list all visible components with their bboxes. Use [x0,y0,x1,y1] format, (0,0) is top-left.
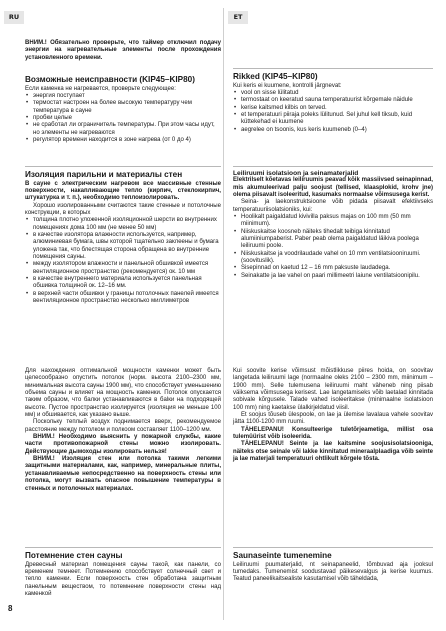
ru-fire-warning: ВНИМ.! Необходимо выяснить у пожарной службы, какие части противопожарной стены можно изолировать. Действующие дымоходы изолировать нельзя! [25,434,221,455]
ru-insulation-title: Изоляция парильни и материалы стен [25,170,183,179]
et-insulation-title: Leiliruumi isolatsioon ja seinamaterjalid [233,170,359,177]
ru-faults-section [25,75,221,144]
ru-faults-item: • энергия поступает [25,93,221,100]
ru-insulation-section [25,170,221,305]
ru-insulation-lead: В сауне с электрическим нагревом все массивные стенные поверхности, накапливающие тепло (кирпич, стеклокирпич, штукатурка и т. п.), необходимо теплоизолировать. [25,180,221,202]
ru-faults-title: Возможные неисправности (KIP45–KIP80) [25,75,195,84]
ru-insulation-item: • толщина плотно уложенной изоляционной шерсти во внутренних помещениях дома 100 мм (не менее 50 мм) [25,217,221,232]
et-ceiling-warning: TÄHELEPANU! Seinte ja lae kaitsmine soojusisolatsiooniga, näiteks otse seinale või lakke kinnitatud mineraalplaadiga võib seinte ja lae materjali temperatuuri ohtlikult kõrgele tõsta. [233,441,433,463]
et-darkening-section [233,551,433,584]
et-insulation-item: • Seinakatte ja lae vahel on paari millimeetri laiune ventilatsioonipilu. [233,273,433,280]
et-insulation-section [233,170,433,280]
ru-insulation-item: • в верхней части обшивки у границы потолочных панелей имеется вентиляционное пространство несколько миллиметров [25,291,221,306]
page-number: 8 [8,604,13,613]
et-faults-item: • kerise kaitsmed kilbis on terved. [233,105,433,112]
et-darkening-text: Leiliruumi puumaterjalid, nt seinapaneelid, tõmbuvad aja jooksul tumedaks. Tumenemist soodustavad päikesevalgus ja kerise kuumus. Teatud paneelikaitsealiste kasutamisel võib täheldada, [233,561,433,583]
et-darkening-title: Saunaseinte tumenemine [233,551,332,560]
ru-darkening-section [25,551,221,598]
et-insulation-item: • Sisepinnad on kaetud 12 – 16 mm paksuste laudadega. [233,265,433,272]
et-insulation-intro: Seina- ja laekonstruktsioone võib pidada piisavalt efektiivseks temperatuuriisolatsioniks, kui: [233,199,433,213]
language-tab-et: ET [228,11,248,24]
et-insulation-item: • Niiskuskaitse koosneb näiteks tihedalt teibiga kinnitatud alumiiniumpaberist. Paber peab olema paigaldatud läikiva poolega leiliruumi poole. [233,229,433,251]
et-insulation-ceiling-text: Kui soovite kerise võimsust mõistlikkuse piires hoida, on soovitav langetada leiliruumi lage (normaalne oleks 2100 – 2300 mm, miinimum – 1900 mm). Selle tulemusena leiliruumi maht väheneb ning piisab väiksema võimsusega kerisest. Lae langetamiseks võib laetalad kinnitada sobivale kõrgusele. Talade vahed isoleeritakse (minimaalne isolatsioon 100 mm) ning kaetakse ülalkirjeldatud viisil. [233,368,433,411]
ru-insulation-intro: Хорошо изолированными считаются такие стенные и потолочные конструкции, в которых [25,202,221,216]
ru-warning-timer: ВНИМ.! Обязательно проверьте, что таймер отключил подачу энергии на нагревательные элементы после прохождения установленного времени. [25,40,221,61]
et-section-rule [233,166,433,167]
ru-insulation-ceiling-text: Для нахождения оптимальной мощности каменки может быть целесообразно опустить потолок (норм. высота 2100–2300 мм, минимальная высота сауны 1900 мм), что способствует уменьшению объема сауны и влияет на мощность каменки. Потолок опускается таким образом, что балки устанавливаются в бalки на подходящей высоте. Пустое пространство изолируется (изоляция не меньше 100 мм) и обшивается, как указано выше. [25,368,221,419]
et-faults-intro: Kui keris ei kuumene, kontrolli järgnevat: [233,82,342,89]
et-faults-item: • et temperatuuri piiraja poleks lülitunud. Sel juhul kell tiksub, kuid küttekehad ei kuumene [233,112,433,127]
ru-section-rule [25,166,221,167]
et-section-rule [233,68,433,69]
ru-darkening-title: Потемнение стен сауны [25,551,123,560]
ru-ceiling-warning: ВНИМ.! Изоляция стен или потолка такими легкими защитными материалами, как, например, минеральные плиты, устанавливаемые непосредственно на поверхность стены или потолка, могут вызвать опасное повышение температуры в стенных и потолочных материалах. [25,456,221,492]
et-faults-item: • aegrelee on tsoonis, kus keris kuumeneb (0–4) [233,127,433,134]
ru-insulation-item: • в качестве внутреннего материала используется панельная обшивка толщиной ок. 12–16 мм. [25,276,221,291]
column-divider [223,8,224,620]
et-faults-title: Rikked (KIP45–KIP80) [233,72,318,81]
ru-faults-item: • термостат настроен на более высокую температуру чем температура в сауне [25,100,221,115]
ru-faults-intro: Если каменка не нагревается, проверьте следующее: [25,85,176,92]
et-section-rule [233,547,433,548]
ru-faults-item: • пробки целые [25,115,221,122]
ru-insulation-item: • в качестве изолятора влажности используется, например, алюминиевая бумага, швы которой тщательно заклеены и бумага уложена так, что блестящая сторона обращена во внутренние помещения сауны. [25,232,221,261]
et-faults-item: • vool on sisse lülitatud [233,90,433,97]
et-insulation-lead: Elektrilselt kõetavas leiliruumis peavad kõik massiivsed seinapinnad, mis akumuleerivad palju soojust (tellised, klaasplokid, krohv jne) olema piisavalt isoleeritud, kasumaks normaalse võimsusega kerist. [233,177,433,199]
ru-insulation-item: • между изолятором влажности и панельной обшивкой имеется вентиляционное пространство (рекомендуется) ок. 10 мм [25,261,221,276]
ru-faults-item: • регулятор времени находится в зоне нагрева (от 0 до 4) [25,137,221,144]
et-insulation-item: • Niiskuskaitse ja voodrilaudade vahel on 10 mm ventilatsiooniruumi. (soovituslik). [233,251,433,266]
ru-darkening-text: Древесный материал помещения сауны такой, как панели, со временем темнеет. Потемнению способствует солнечный свет и тепло каменки. Если поверхность стен обработана защитным панельным веществом, то потемнение поверхности стены над каменкой [25,561,221,597]
language-tab-ru: RU [4,11,24,24]
et-insulation-item: • Hoolikalt paigaldatud kivivilla paksus majas on 100 mm (50 mm miinimum). [233,214,433,229]
et-faults-item: • termostaat on keeratud sauna temperatuurist kõrgemale näidule [233,97,433,104]
ru-faults-item: • не сработал ли ограничитель температуры. При этом часы идут, но элементы не нагреваются [25,122,221,137]
ru-section-rule [25,547,221,548]
ru-insulation-distance-text: Поскольку теплый воздух поднимается вверх, рекомендуемое расстояние между потолком и полкоом составляет 1100–1200 мм. [25,419,221,433]
ru-insulation-continued [25,368,221,493]
et-insulation-distance-text: Et soojus tõuseb ülespoole, on lae ja ülemise lavalaua vahele soovitav jätta 1100-1200 mm ruumi. [233,412,433,426]
et-faults-section [233,72,433,134]
et-insulation-continued [233,368,433,463]
et-fire-warning: TÄHELEPANU! Konsulteerige tuletõrjeametiga, millist osa tulemüürist võib isoleerida. [233,426,433,441]
